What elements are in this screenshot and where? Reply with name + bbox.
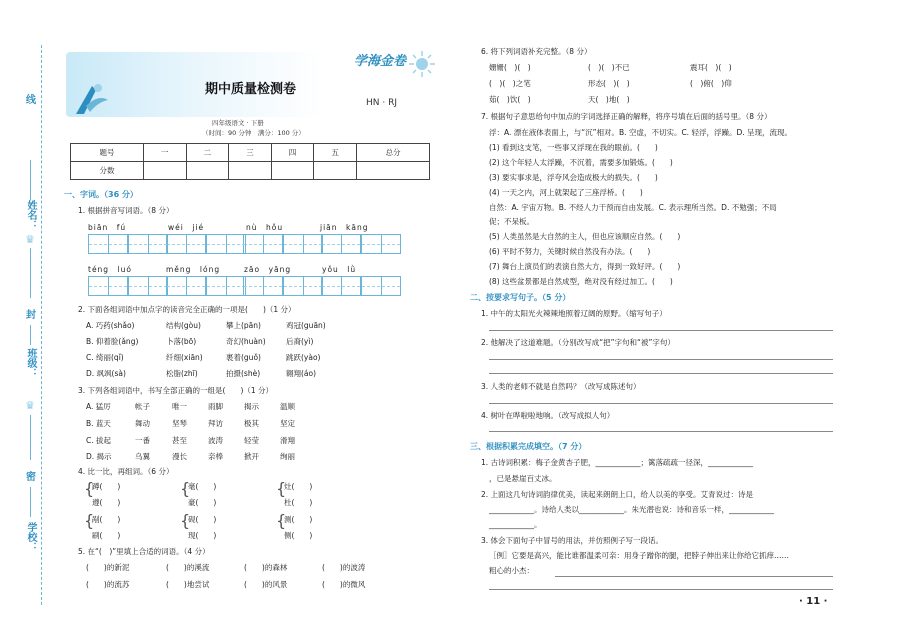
definition-a: 浮：A. 漂在液体表面上，与“沉”相对。B. 空虚，不切实。C. 轻浮，浮躁。D. 呈现，流现。 — [489, 128, 792, 137]
option-text: 温顺 — [280, 402, 295, 411]
writing-grid[interactable] — [206, 276, 246, 296]
idiom-fill[interactable]: ( )俯( )仰 — [690, 79, 732, 88]
q7-item: (4) 一天之内，河上就架起了三座浮桥。( ) — [489, 188, 643, 197]
crown-icon: ♛ — [25, 399, 35, 412]
answer-line[interactable] — [489, 589, 833, 590]
option-text: 唯一 — [172, 402, 187, 411]
writing-grid[interactable] — [206, 234, 246, 254]
writing-grid[interactable] — [128, 276, 168, 296]
pinyin: jiān kāng — [320, 223, 369, 232]
writing-grid[interactable] — [243, 234, 283, 254]
writing-grid[interactable] — [321, 276, 361, 296]
q7-item: (3) 要实事求是，浮夸风会造成极大的损失。( ) — [489, 173, 658, 182]
writing-grid[interactable] — [283, 234, 323, 254]
brace-icon: { — [276, 479, 287, 498]
fill-item[interactable]: ( )的微风 — [322, 580, 366, 589]
pinyin: wéi jié — [168, 223, 205, 232]
pinyin: zāo yāng — [244, 265, 292, 274]
exam-meta: （时间：90 分钟 满分：100 分） — [202, 129, 305, 137]
writing-grid[interactable] — [361, 234, 401, 254]
option-text: 舞动 — [135, 419, 150, 428]
option-text: 拍摄(shè) — [226, 369, 261, 378]
answer-line[interactable] — [555, 576, 833, 577]
score-input-cell[interactable] — [314, 162, 357, 180]
idiom-fill[interactable]: 震耳( )( ) — [690, 63, 732, 72]
brace-icon: { — [276, 511, 287, 530]
option-text: 波涛 — [208, 436, 223, 445]
option-text: 极其 — [244, 419, 259, 428]
option-text: 雨脚 — [208, 402, 223, 411]
writing-grid[interactable] — [128, 234, 168, 254]
score-input-cell[interactable] — [229, 162, 272, 180]
section-1-heading: 一、字词。（36 分） — [64, 190, 138, 199]
s2-question-3: 3. 人类的老师不就是自然吗？（改写成陈述句） — [481, 382, 641, 391]
option-text: B. 仰着脸(ǎng) — [86, 337, 139, 346]
s2-question-2: 2. 他解决了这道难题。（分别改写成“把”字句和“被”字句） — [481, 338, 675, 347]
writing-grid[interactable] — [88, 234, 128, 254]
option-text: 帐子 — [135, 402, 150, 411]
logo-icon — [72, 80, 112, 120]
compare-word[interactable]: 刷( ) — [92, 531, 121, 540]
score-input-cell[interactable] — [144, 162, 187, 180]
pinyin: měng lóng — [166, 265, 221, 274]
margin-rule — [30, 160, 31, 200]
answer-line[interactable] — [489, 403, 833, 404]
writing-grid[interactable] — [361, 276, 401, 296]
pinyin: téng luó — [88, 265, 132, 274]
idiom-fill[interactable]: 茹( )饮( ) — [489, 95, 531, 104]
fill-item[interactable]: ( )的溪流 — [166, 563, 210, 572]
option-text: 一番 — [135, 436, 150, 445]
option-text: 轻莹 — [244, 436, 259, 445]
table-cell: 一 — [144, 144, 187, 162]
option-text: 攀上(pān) — [226, 321, 261, 330]
subtitle: 四年级语文 · 下册 — [212, 119, 264, 127]
writing-grid[interactable] — [166, 234, 206, 254]
fill-item[interactable]: ( )地尝试 — [166, 580, 210, 589]
compare-word[interactable]: 现( ) — [188, 531, 217, 540]
question-7: 7. 根据句子意思给句中加点的字词选择正确的解释，将序号填在后面的括号里。（8 分） — [481, 112, 772, 121]
compare-word[interactable]: 砚( ) — [188, 515, 217, 524]
edition-label: HN · RJ — [366, 98, 397, 108]
margin-rule — [30, 487, 31, 517]
option-text: D. 揭示 — [86, 452, 112, 461]
option-text: C. 绮丽(qǐ) — [86, 353, 124, 362]
option-text: 后裔(yì) — [286, 337, 314, 346]
crown-icon: ♛ — [25, 233, 35, 246]
margin-label-line: 线 — [26, 95, 36, 106]
fill-item[interactable]: ( )的新泥 — [86, 563, 130, 572]
option-text: D. 飒飒(sà) — [86, 369, 126, 378]
table-cell: 分数 — [71, 162, 144, 180]
table-cell: 五 — [314, 144, 357, 162]
pinyin: yǒu lǜ — [322, 265, 357, 274]
option-text: 坚琴 — [172, 419, 187, 428]
s3-question-1-cont: ，已是悬崖百丈冰。 — [489, 474, 557, 483]
idiom-fill[interactable]: 形态( )( ) — [588, 79, 630, 88]
answer-line[interactable] — [489, 431, 833, 432]
option-text: B. 蓝天 — [86, 419, 111, 428]
question-2: 2. 下面各组词语中加点字的读音完全正确的一项是( )（1 分） — [78, 305, 296, 314]
s3-question-1: 1. 古诗词积累：梅子金黄杏子肥，____________；篱落疏疏一径深，____________ — [481, 458, 754, 467]
brace-icon: { — [84, 479, 95, 498]
table-cell: 二 — [186, 144, 229, 162]
s3-question-3: 3. 体会下面句子中冒号的用法，并仿照例子写一段话。 — [481, 536, 664, 545]
writing-grid[interactable] — [166, 276, 206, 296]
question-4: 4. 比一比，再组词。（6 分） — [78, 467, 174, 476]
writing-grid[interactable] — [283, 276, 323, 296]
page-title: 期中质量检测卷 — [205, 82, 297, 97]
compare-word[interactable]: 灶( ) — [284, 482, 313, 491]
compare-word[interactable]: 侧( ) — [284, 531, 313, 540]
idiom-fill[interactable]: 天( )地( ) — [588, 95, 630, 104]
q7-item: (7) 舞台上演员们的表演自然大方，得到一致好评。( ) — [489, 262, 681, 271]
idiom-fill[interactable]: ( )( )不已 — [588, 63, 630, 72]
page-number: · 11 · — [799, 596, 828, 607]
option-text: A. 巧药(shǎo) — [86, 321, 135, 330]
option-text: 跳跃(yào) — [286, 353, 321, 362]
answer-line[interactable] — [489, 330, 833, 331]
option-text: 松脂(zhī) — [166, 369, 198, 378]
definition-b: 自然：A. 宇宙万物。B. 不经人力干预而自由发展。C. 表示理所当然。D. 不勉强；不局 — [489, 203, 777, 212]
answer-line[interactable] — [489, 359, 833, 360]
compare-word[interactable]: 测( ) — [284, 515, 313, 524]
margin-rule — [30, 248, 31, 298]
option-text: 纤细(xiān) — [166, 353, 203, 362]
compare-word[interactable]: 遵( ) — [92, 498, 121, 507]
margin-label-seal: 封 — [26, 310, 36, 321]
brace-icon: { — [84, 511, 95, 530]
option-text: 滑翔 — [280, 436, 295, 445]
fill-item[interactable]: ( )的风景 — [244, 580, 288, 589]
fill-item[interactable]: ( )的森林 — [244, 563, 288, 572]
option-text: 结构(gòu) — [166, 321, 201, 330]
margin-label-secret: 密 — [26, 472, 36, 483]
s3-question-2: 2. 上面这几句诗词韵律优美，读起来朗朗上口，给人以美的享受。艾青说过：诗是 — [481, 490, 754, 499]
s3-question-2-cont: ____________。诗给人类以____________。朱光潜也说：诗和音乐一样，____________ — [489, 505, 774, 514]
definition-b-cont: 促；不呆板。 — [489, 217, 534, 226]
fill-item[interactable]: ( )的流苏 — [86, 580, 130, 589]
option-text: 奇幻(huàn) — [226, 337, 266, 346]
score-input-cell[interactable] — [186, 162, 229, 180]
q7-item: (5) 人类虽然是大自然的主人，但也应该顺应自然。( ) — [489, 232, 681, 241]
option-text: 卜落(bō) — [166, 337, 197, 346]
q7-item: (1) 看到这支笔，一些事又浮现在我的眼前。( ) — [489, 143, 658, 152]
cut-line — [41, 45, 42, 605]
option-text: 揭示 — [244, 402, 259, 411]
idiom-fill[interactable]: ( )( )之笔 — [489, 79, 531, 88]
compare-word[interactable]: 杜( ) — [284, 498, 313, 507]
pinyin: nù hǒu — [246, 223, 284, 232]
s3-question-2-end: ____________。 — [489, 520, 542, 529]
compare-word[interactable]: 豪( ) — [188, 498, 217, 507]
writing-grid[interactable] — [88, 276, 128, 296]
brand-logo: 学海金卷 — [354, 54, 407, 69]
s3-example: ［例］它要是高兴，能比谁都温柔可亲：用身子蹭你的腿，把脖子伸出来让你给它抓痒…… — [489, 551, 789, 560]
table-cell: 四 — [271, 144, 314, 162]
fill-item[interactable]: ( )的波涛 — [322, 563, 366, 572]
question-6: 6. 将下列词语补充完整。（8 分） — [481, 47, 592, 56]
question-3: 3. 下列各组词语中，书写全部正确的一组是( )（1 分） — [78, 386, 274, 395]
option-text: 掀开 — [244, 452, 259, 461]
q7-item: (8) 这些盆景都是自然成型，绝对没有经过加工。( ) — [489, 277, 673, 286]
margin-rule — [30, 415, 31, 460]
s2-question-1: 1. 中午的太阳光火辣辣地照着辽阔的原野。（缩写句子） — [481, 309, 667, 318]
margin-label-class: 班级： — [25, 348, 36, 378]
option-text: 绚丽 — [280, 452, 295, 461]
option-text: C. 拔起 — [86, 436, 112, 445]
brace-icon: { — [180, 511, 191, 530]
compare-word[interactable]: 蹲( ) — [92, 482, 121, 491]
writing-grid[interactable] — [243, 276, 283, 296]
table-row — [71, 144, 430, 162]
sun-icon — [408, 50, 436, 78]
writing-grid[interactable] — [321, 234, 361, 254]
compare-word[interactable]: 毫( ) — [188, 482, 217, 491]
table-cell: 题号 — [71, 144, 144, 162]
score-input-cell[interactable] — [271, 162, 314, 180]
option-text: 漫长 — [172, 452, 187, 461]
option-text: 亲棒 — [208, 452, 223, 461]
brace-icon: { — [180, 479, 191, 498]
answer-line[interactable] — [489, 373, 833, 374]
option-text: 甚至 — [172, 436, 187, 445]
table-cell: 总分 — [356, 144, 429, 162]
question-5: 5. 在“( )”里填上合适的词语。（4 分） — [78, 547, 210, 556]
question-1: 1. 根据拼音写词语。（8 分） — [78, 206, 174, 215]
s2-question-4: 4. 树叶在哗啦啦地响。（改写成拟人句） — [481, 411, 615, 420]
option-text: 坚定 — [280, 419, 295, 428]
option-text: 拜访 — [208, 419, 223, 428]
table-row — [71, 162, 430, 180]
score-input-cell[interactable] — [356, 162, 429, 180]
table-cell: 三 — [229, 144, 272, 162]
q7-item: (6) 平时不努力，关键时候自然没有办法。( ) — [489, 247, 651, 256]
margin-label-name: 姓名： — [25, 200, 36, 230]
option-text: 裹着(guǒ) — [226, 353, 261, 362]
idiom-fill[interactable]: 姗姗( )( ) — [489, 63, 531, 72]
option-text: 翱翔(áo) — [286, 369, 317, 378]
section-2-heading: 二、按要求写句子。（5 分） — [470, 293, 571, 302]
compare-word[interactable]: 剐( ) — [92, 515, 121, 524]
margin-label-school: 学校： — [25, 522, 36, 552]
option-text: 乌翼 — [135, 452, 150, 461]
option-text: A. 猛厉 — [86, 402, 111, 411]
q7-item: (2) 这个年轻人太浮躁，不沉着，需要多加锻炼。( ) — [489, 158, 673, 167]
option-text: 鸡冠(guān) — [286, 321, 326, 330]
margin-rule — [30, 325, 31, 345]
pinyin: biān fú — [88, 223, 127, 232]
s3-prompt: 粗心的小杰： — [489, 566, 534, 575]
score-table — [70, 143, 430, 180]
section-3-heading: 三、根据积累完成填空。（7 分） — [470, 442, 587, 451]
